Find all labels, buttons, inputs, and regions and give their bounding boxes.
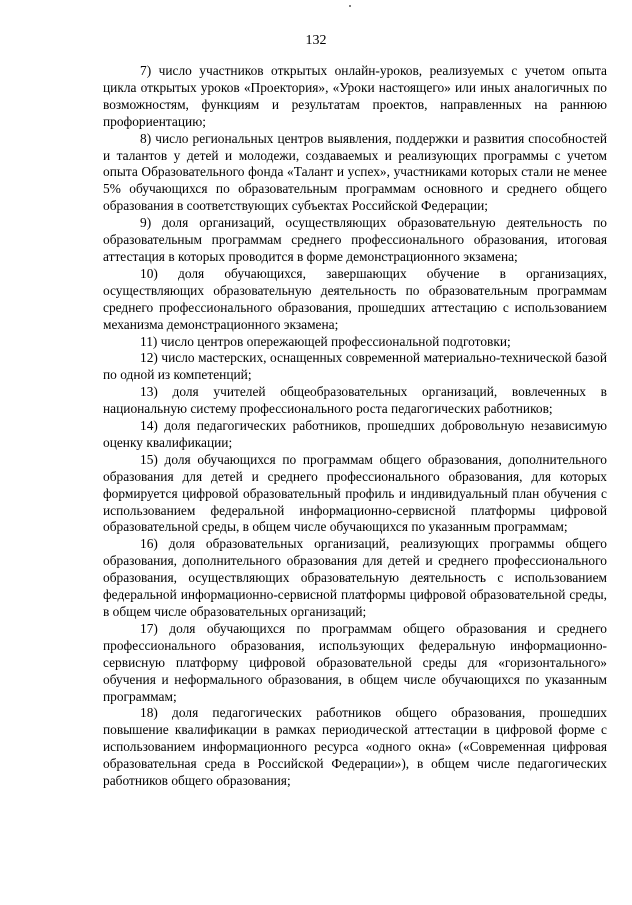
scan-mark (349, 5, 351, 7)
list-item: 7) число участников открытых онлайн-уроков, реализуемых с учетом опыта цикла открытых уроков «Проектория», «Уроки настоящего» или иных аналогичных по возможностям, функциям и результатам проектов, направленных на раннюю профориентацию; (103, 63, 607, 129)
list-item: 10) доля обучающихся, завершающих обучение в организациях, осуществляющих образовательную деятельность по образовательным программам среднего профессионального образования, прошедших аттестацию с использованием механизма демонстрационного экзамена; (103, 265, 607, 332)
list-item: 17) доля обучающихся по программам общего образования и среднего профессионального образования, использующих федеральную информационно-сервисную платформу цифровой образовательной среды для «горизонтального» обучения и неформального образования, в общем числе обучающихся по указанным программам; (103, 620, 607, 704)
page-number: 132 (305, 33, 327, 48)
list-item: 14) доля педагогических работников, прошедших добровольную независимую оценку квалификации; (103, 418, 607, 450)
list-item: 9) доля организаций, осуществляющих образовательную деятельность по образовательным программам среднего профессионального образования, итоговая аттестация в которых проводится в форме демонстрационного экзамена; (103, 215, 607, 264)
list-item: 15) доля обучающихся по программам общего образования, дополнительного образования для детей и среднего профессионального образования, для которых формируется цифровой образовательный профиль и индивидуальный план обучения с использованием федеральной информационно-сервисной платформы цифровой образовательной среды, в общем числе обучающихся по указанным программам; (103, 451, 607, 535)
list-item: 16) доля образовательных организаций, реализующих программы общего образования, дополнительного образования для детей и среднего профессионального образования, осуществляющих образовательную деятельность с использованием федеральной информационно-сервисной платформы цифровой образовательной среды, в общем числе образовательных организаций; (103, 536, 607, 619)
list-item: 8) число региональных центров выявления, поддержки и развития способностей и талантов у детей и молодежи, создаваемых и реализующих программы с учетом опыта Образовательного фонда «Талант и успех», участниками которых стали не менее 5% обучающихся по образовательным программам основного и среднего общего образования в соответствующих субъектах Российской Федерации; (103, 130, 607, 214)
list-item: 13) доля учителей общеобразовательных организаций, вовлеченных в национальную систему профессионального роста педагогических работников; (103, 384, 607, 417)
list-item: 12) число мастерских, оснащенных современной материально-технической базой по одной из компетенций; (103, 350, 607, 383)
list-item: 11) число центров опережающей профессиональной подготовки; (140, 333, 511, 349)
list-item: 18) доля педагогических работников общего образования, прошедших повышение квалификации в рамках периодической аттестации в цифровой форме с использованием информационного ресурса «одного окна» («Современная цифровая образовательная среда в Российской Федерации»), в общем числе педагогических работников общего образования; (103, 705, 607, 789)
document-body (103, 63, 607, 790)
